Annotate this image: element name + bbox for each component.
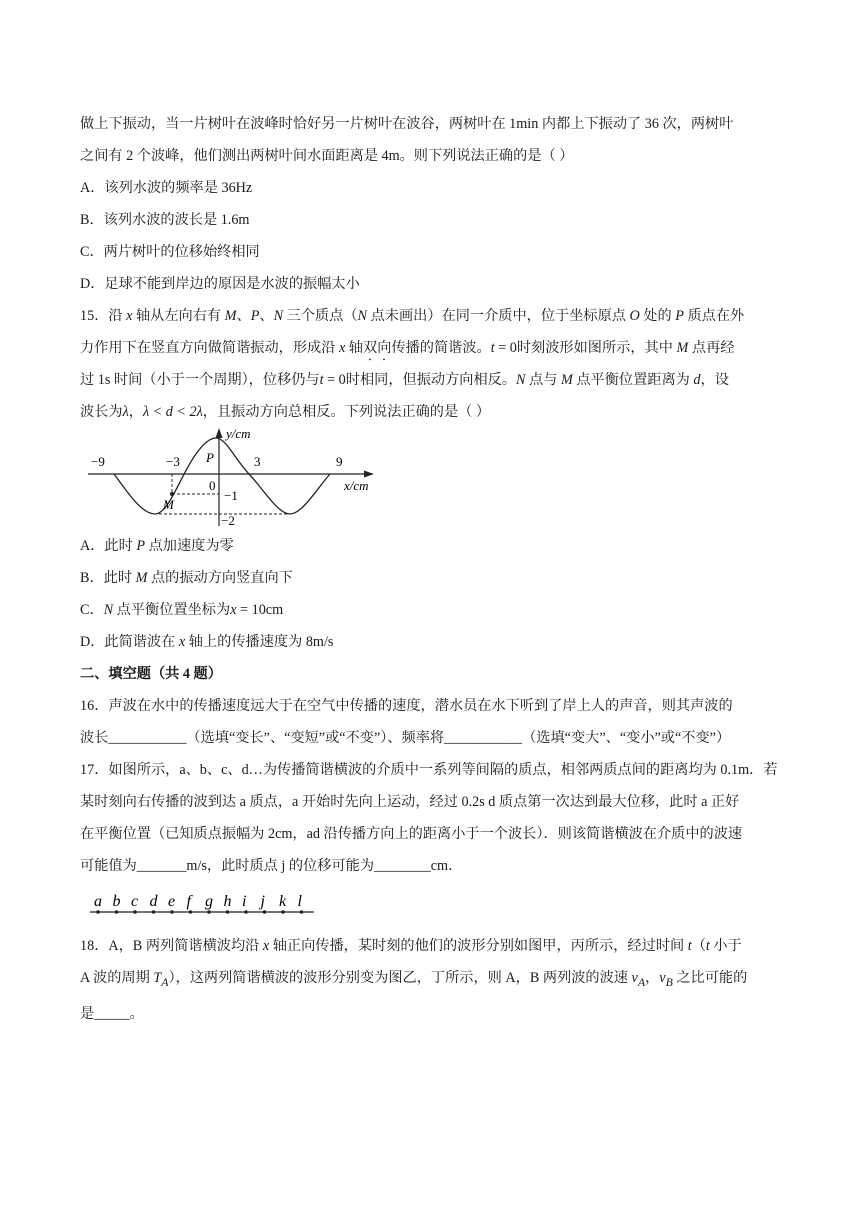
q17-line3: 在平衡位置（已知质点振幅为 2cm，ad 沿传播方向上的距离小于一个波长）．则该简谐横波在介质中的波速 (80, 826, 743, 842)
particle-dot-g (207, 910, 211, 914)
particle-label-c: c (131, 893, 139, 910)
q17-line1: 17．如图所示，a、b、c、d…为传播简谐横波的介质中一系列等间隔的质点，相邻两质点间的距离均为 0.1m．若 (80, 762, 778, 778)
y-axis-label: y/cm (226, 428, 251, 441)
q15-stem-line3: 过 1s 时间（小于一个周期），位移仍与t = 0时相同，但振动方向相反。N 点与 M 点平衡位置距离为 d，设 (80, 372, 729, 388)
q18-line3: 是_____。 (80, 1005, 144, 1022)
particle-label-d: d (149, 893, 158, 910)
q15-stem-line1: 15．沿 x 轴从左向右有 M、P、N 三个质点（N 点未画出）在同一介质中，位于坐标原点 O 处的 P 质点在外 (80, 308, 745, 324)
particle-label-e: e (168, 893, 176, 910)
q15-wave-figure (84, 428, 384, 530)
y-axis-arrow (216, 428, 223, 438)
particle-dot-a (96, 910, 100, 914)
q15-stem-line2: 力作用下在竖直方向做简谐振动，形成沿 x 轴双向传播的简谐波。t = 0时刻波形如图所示，其中 M 点再经 (80, 340, 735, 356)
particle-label-j: j (260, 893, 265, 910)
point-m-label: M (163, 497, 174, 512)
particle-dot-f (189, 910, 193, 914)
q17-line4: 可能值为_______m/s，此时质点 j 的位移可能为________cm． (80, 858, 463, 874)
q14-stem-line2: 之间有 2 个波峰，他们测出两树叶间水面距离是 4m。则下列说法正确的是（ ） (80, 148, 574, 164)
particle-dot-b (115, 910, 119, 914)
q14-option-b: B．该列水波的波长是 1.6m (80, 212, 250, 228)
q17-line2: 某时刻向右传播的波到达 a 质点，a 开始时先向上运动，经过 0.2s d 质点第一次达到最大位移，此时 a 正好 (80, 794, 740, 810)
particle-label-b: b (112, 893, 121, 910)
particle-label-a: a (94, 893, 102, 910)
tick-x-minus9: −9 (91, 454, 105, 469)
q15-option-d: D．此简谐波在 x 轴上的传播速度为 8m/s (80, 634, 334, 650)
q15-option-b: B．此时 M 点的振动方向竖直向下 (80, 570, 293, 586)
tick-x-minus3: −3 (166, 454, 180, 469)
tick-x-9: 9 (336, 454, 343, 469)
particle-dot-c (133, 910, 137, 914)
particle-dot-h (226, 910, 230, 914)
q16-line2: 波长___________（选填“变长”、“变短”或“不变”）、频率将___________（选填“变大”、“变小”或“不变”） (80, 730, 731, 746)
particle-dot-k (281, 910, 285, 914)
q14-option-a: A．该列水波的频率是 36Hz (80, 180, 253, 196)
origin-label: 0 (209, 478, 216, 493)
q14-option-c: C．两片树叶的位移始终相同 (80, 244, 260, 260)
x-axis-label: x/cm (344, 478, 369, 493)
document-page (80, 108, 780, 1030)
q15-option-c: C．N 点平衡位置坐标为x = 10cm (80, 602, 284, 618)
q18-line1: 18．A，B 两列简谐横波均沿 x 轴正向传播，某时刻的他们的波形分别如图甲，丙所示，经过时间 t（t 小于 (80, 938, 742, 954)
q18-line2: A 波的周期 $T_A$），这两列简谐横波的波形分别变为图乙，丁所示，则 A，B 两列波的波速 $v_A$，$v_B$ 之比可能的 (80, 970, 748, 989)
particle-dot-i (244, 910, 248, 914)
q14-stem-line1: 做上下振动，当一片树叶在波峰时恰好另一片树叶在波谷，两树叶在 1min 内都上下振动了 36 次，两树叶 (80, 116, 734, 132)
particle-dot-l (300, 910, 304, 914)
point-p-label: P (206, 450, 214, 465)
particle-dot-j (263, 910, 267, 914)
q16-line1: 16．声波在水中的传播速度远大于在空气中传播的速度，潜水员在水下听到了岸上人的声音，则其声波的 (80, 698, 733, 714)
q17-particles-figure (88, 884, 328, 924)
particle-dot-d (152, 910, 156, 914)
particle-dot-e (170, 910, 174, 914)
q15-option-a: A．此时 P 点加速度为零 (80, 538, 234, 554)
particle-label-h: h (223, 893, 232, 910)
tick-x-3: 3 (254, 454, 261, 469)
wave-curve (114, 438, 330, 514)
particle-label-l: l (297, 893, 302, 910)
particle-label-i: i (242, 893, 247, 910)
section-heading: 二、填空题（共 4 题） (80, 666, 222, 682)
particle-label-g: g (205, 893, 213, 910)
particle-label-k: k (279, 893, 287, 910)
particle-label-f: f (186, 893, 191, 910)
x-axis-arrow (364, 471, 374, 478)
point-m-dot (170, 492, 174, 496)
tick-y-minus1: −1 (224, 488, 238, 503)
tick-y-minus2: −2 (221, 513, 235, 528)
q14-option-d: D．足球不能到岸边的原因是水波的振幅太小 (80, 276, 360, 292)
q15-stem-line4: 波长为λ，λ < d < 2λ，且振动方向总相反。下列说法正确的是（ ） (80, 404, 491, 420)
